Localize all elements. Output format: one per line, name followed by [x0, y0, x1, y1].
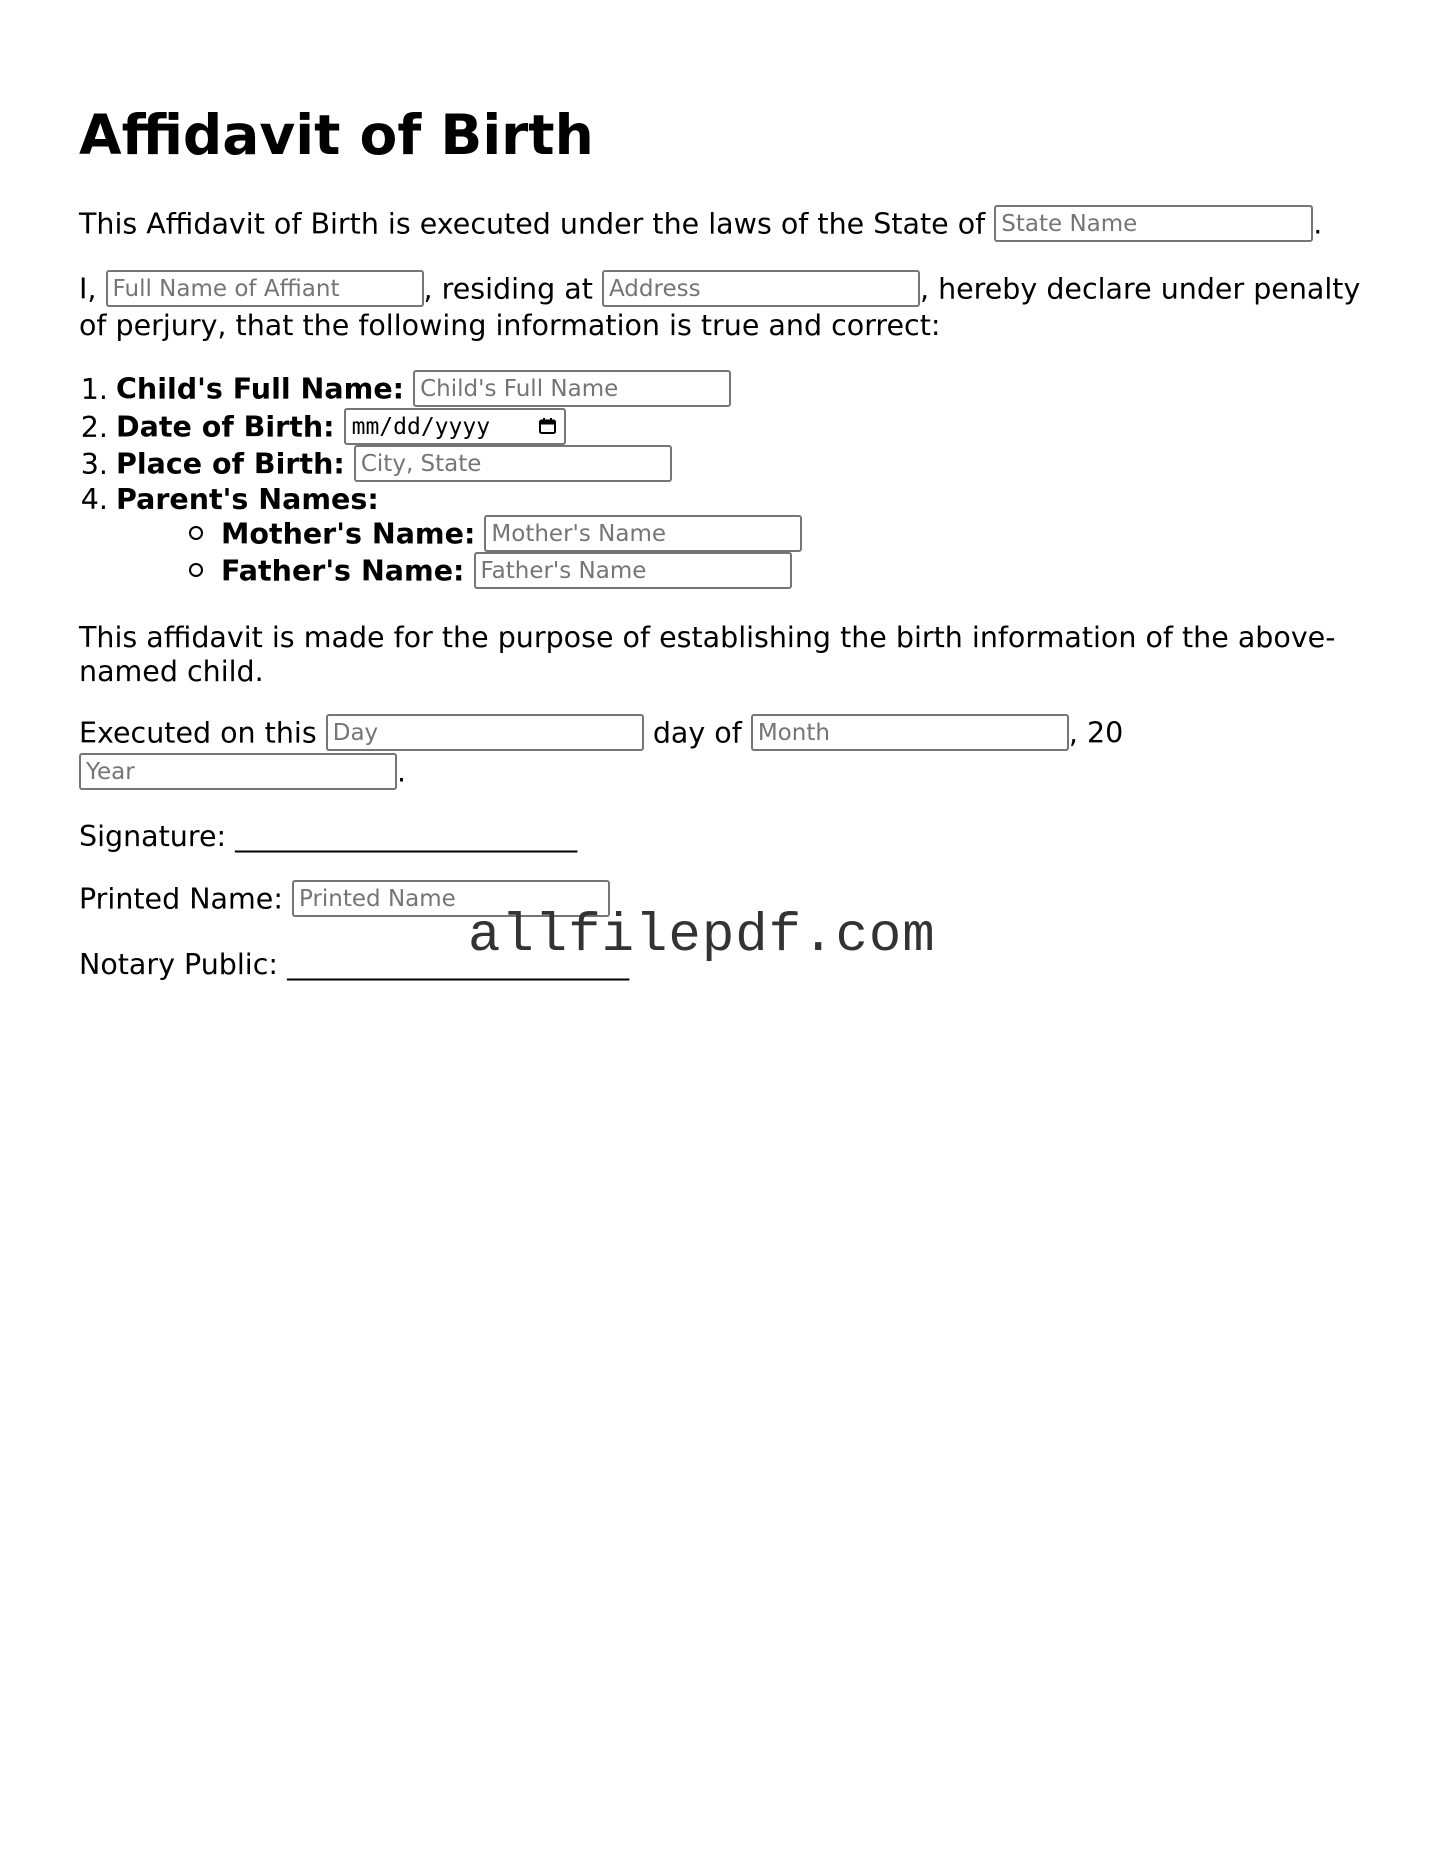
executed-prefix: Executed on this: [79, 716, 317, 750]
item-number: 3.: [80, 447, 108, 481]
purpose-paragraph: This affidavit is made for the purpose of establishing the birth information of the above-named child.: [79, 621, 1336, 688]
declaration-line-2: of perjury, that the following information is true and correct:: [79, 309, 941, 342]
notary-blank: ________________________: [287, 948, 630, 981]
item-number: 4.: [80, 483, 108, 516]
item-label: Place of Birth:: [116, 447, 345, 481]
day-of-text: day of: [652, 716, 742, 750]
century-text: , 20: [1068, 716, 1124, 750]
item-label: Child's Full Name:: [116, 372, 405, 406]
executed-end: .: [397, 755, 407, 789]
declaration-prefix: I,: [79, 272, 97, 306]
declare-text: , hereby declare under penalty: [919, 272, 1361, 306]
parent-father: [189, 554, 792, 591]
bullet-icon: [189, 563, 203, 577]
date-of-birth-input[interactable]: [344, 408, 566, 445]
item-number: 2.: [80, 410, 108, 444]
state-line-period: .: [1313, 207, 1323, 241]
item-place-of-birth: [72, 447, 672, 484]
address-input[interactable]: Address: [602, 270, 920, 307]
executed-line-1: [79, 716, 1123, 753]
place-of-birth-input[interactable]: City, State: [354, 445, 672, 482]
executed-line-2: [79, 755, 406, 792]
item-number: 1.: [80, 372, 108, 406]
page-title: Affidavit of Birth: [79, 103, 594, 167]
father-label: Father's Name:: [221, 554, 465, 588]
state-line: [79, 207, 1322, 244]
signature-label: Signature:: [79, 820, 227, 853]
bullet-icon: [189, 526, 203, 540]
item-label: Parent's Names:: [116, 483, 379, 516]
date-format-text: mm/dd/yyyy: [351, 414, 491, 440]
childs-full-name-input[interactable]: Child's Full Name: [413, 370, 731, 407]
affiant-name-input[interactable]: Full Name of Affiant: [106, 270, 424, 307]
item-parents-names: [72, 483, 379, 517]
state-line-text: This Affidavit of Birth is executed under the laws of the State of: [79, 207, 986, 241]
month-input[interactable]: Month: [751, 714, 1069, 751]
calendar-icon[interactable]: [539, 418, 556, 434]
signature-blank: ________________________: [235, 820, 578, 853]
item-childs-name: [72, 372, 731, 409]
watermark: allfilepdf.com: [468, 906, 936, 967]
state-name-input[interactable]: State Name: [994, 205, 1313, 242]
parent-mother: [189, 517, 802, 554]
item-label: Date of Birth:: [116, 410, 335, 444]
printed-name-input[interactable]: Printed Name: [292, 880, 610, 917]
fathers-name-input[interactable]: Father's Name: [474, 552, 792, 589]
residing-text: , residing at: [423, 272, 593, 306]
year-input[interactable]: Year: [79, 753, 397, 790]
signature-line: [79, 820, 577, 854]
declaration-line-1: [79, 272, 1360, 309]
day-input[interactable]: Day: [326, 714, 644, 751]
mother-label: Mother's Name:: [221, 517, 476, 551]
item-date-of-birth: [72, 410, 566, 447]
printed-name-label: Printed Name:: [79, 882, 283, 916]
notary-label: Notary Public:: [79, 948, 278, 981]
mothers-name-input[interactable]: Mother's Name: [484, 515, 802, 552]
